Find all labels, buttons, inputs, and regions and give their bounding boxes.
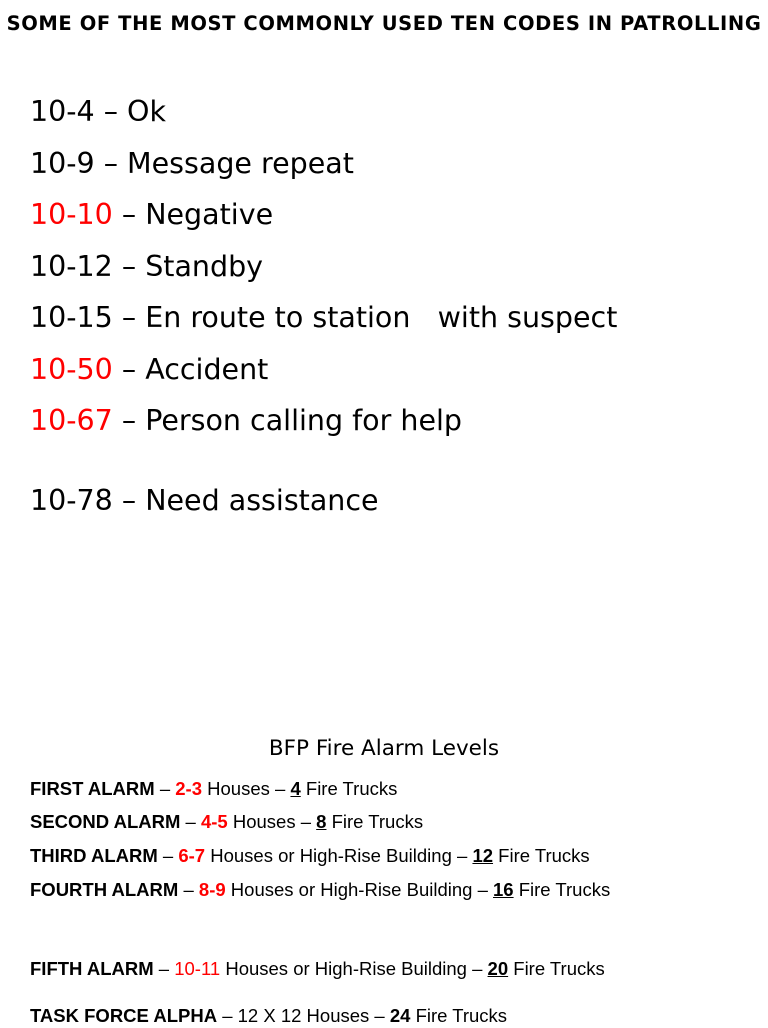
alarm-level-name: TASK FORCE ALPHA: [30, 1005, 218, 1026]
ten-code-item: [30, 348, 268, 392]
ten-code-item: [30, 142, 354, 186]
ten-code: 10-4: [30, 95, 95, 128]
alarm-level-name: FIFTH ALARM: [30, 958, 154, 979]
alarm-trucks-text: Fire Trucks: [410, 1005, 508, 1026]
alarm-level-item: [30, 957, 605, 981]
alarm-level-name: FIRST ALARM: [30, 778, 155, 799]
ten-code: 10-15: [30, 301, 113, 334]
alarm-houses-count: 2-3: [175, 778, 203, 799]
ten-code-item: [30, 90, 166, 134]
alarm-trucks-count: 16: [493, 879, 514, 900]
ten-code: 10-10: [30, 198, 113, 231]
ten-code: 10-12: [30, 250, 113, 283]
alarm-houses-text: Houses –: [301, 1005, 390, 1026]
alarm-trucks-text: Fire Trucks: [326, 811, 424, 832]
ten-code-item: [30, 399, 462, 443]
separator: –: [154, 778, 176, 799]
ten-code-meaning: – Standby: [112, 250, 264, 283]
alarm-trucks-text: Fire Trucks: [493, 845, 590, 866]
ten-code: 10-9: [30, 147, 95, 180]
alarm-level-item: [30, 878, 610, 902]
separator: –: [217, 1005, 238, 1026]
ten-code-meaning: – Person calling for help: [112, 404, 462, 437]
alarm-houses-text: Houses or High-Rise Building –: [220, 958, 488, 979]
alarm-houses-text: Houses or High-Rise Building –: [205, 845, 473, 866]
alarm-houses-count: 6-7: [178, 845, 206, 866]
ten-code: 10-67: [30, 404, 113, 437]
separator: –: [157, 845, 179, 866]
alarm-trucks-count: 4: [290, 778, 301, 799]
ten-code-meaning: – En route to station with suspect: [112, 301, 618, 334]
alarm-level-name: THIRD ALARM: [30, 845, 158, 866]
alarm-trucks-text: Fire Trucks: [513, 879, 611, 900]
alarm-houses-text: Houses –: [202, 778, 291, 799]
alarm-houses-count: 10-11: [174, 958, 221, 979]
alarm-trucks-count: 12: [472, 845, 494, 866]
ten-codes-list: [30, 90, 618, 517]
alarm-trucks-count: 8: [316, 811, 327, 832]
alarm-trucks-text: Fire Trucks: [508, 958, 605, 979]
ten-code-meaning: – Message repeat: [94, 147, 354, 180]
ten-code-meaning: – Accident: [112, 353, 269, 386]
alarm-trucks-text: Fire Trucks: [300, 778, 398, 799]
alarm-level-item: [30, 810, 423, 834]
alarm-houses-text: Houses –: [227, 811, 317, 832]
alarm-houses-count: 4-5: [200, 811, 228, 832]
alarm-trucks-count: 24: [389, 1005, 411, 1026]
ten-code-meaning: – Need assistance: [112, 484, 379, 517]
separator: –: [153, 958, 175, 979]
alarm-houses-count: 8-9: [198, 879, 226, 900]
alarm-level-item: [30, 1004, 507, 1028]
alarm-trucks-count: 20: [487, 958, 509, 979]
page-title: SOME OF THE MOST COMMONLY USED TEN CODES IN PATROLLING: [6, 12, 762, 35]
ten-code: 10-78: [30, 484, 113, 517]
alarm-houses-count: 12 X 12: [237, 1005, 302, 1026]
alarm-level-name: SECOND ALARM: [30, 811, 181, 832]
ten-code-meaning: – Ok: [94, 95, 166, 128]
ten-code-item: [30, 479, 379, 523]
ten-code-item: [30, 245, 263, 289]
ten-code-item: [30, 296, 617, 340]
ten-code: 10-50: [30, 353, 113, 386]
alarm-level-item: [30, 844, 590, 868]
ten-code-meaning: – Negative: [112, 198, 274, 231]
separator: –: [180, 811, 201, 832]
alarm-houses-text: Houses or High-Rise Building –: [225, 879, 494, 900]
ten-code-item: [30, 193, 273, 237]
alarm-levels-heading: BFP Fire Alarm Levels: [268, 736, 500, 761]
separator: –: [178, 879, 199, 900]
alarm-level-item: [30, 777, 397, 801]
alarm-level-name: FOURTH ALARM: [30, 879, 179, 900]
